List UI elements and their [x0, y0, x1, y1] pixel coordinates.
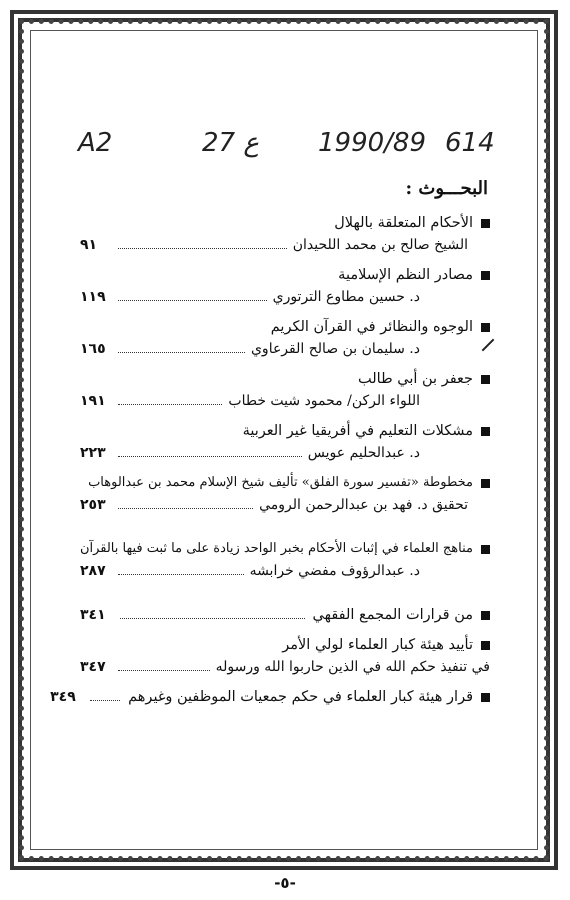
leader-dots: [120, 618, 305, 619]
entry-page: ٣٤٩: [50, 689, 76, 705]
toc-entry: [80, 368, 490, 412]
bullet-icon: [481, 375, 490, 384]
entry-author: اللواء الركن/ محمود شيت خطاب: [228, 393, 420, 409]
toc-entry: [80, 634, 490, 678]
leader-dots: [90, 700, 120, 701]
handwritten-ref: 614: [445, 128, 495, 158]
leader-dots: [118, 670, 210, 671]
leader-dots: [118, 508, 253, 509]
bullet-icon: [481, 323, 490, 332]
leader-dots: [118, 574, 244, 575]
leader-dots: [118, 248, 287, 249]
handwritten-code: A2: [78, 128, 113, 158]
toc-entry: [50, 686, 490, 708]
entry-page: ٢٢٣: [80, 445, 106, 461]
handwritten-letter: ع: [243, 128, 259, 158]
leader-dots: [118, 352, 245, 353]
handwritten-annotation: [60, 128, 510, 168]
entry-title: قرار هيئة كبار العلماء في حكم جمعيات الموظفين وغيرهم: [128, 689, 473, 705]
entry-author: الشيخ صالح بن محمد اللحيدان: [292, 237, 468, 253]
entry-page: ٩١: [80, 237, 98, 253]
entry-page: ١٦٥: [80, 341, 106, 357]
entry-page: ٢٥٣: [80, 497, 106, 513]
table-of-contents: [50, 212, 490, 716]
entry-page: ١١٩: [80, 289, 106, 305]
entry-author: د. حسين مطاوع الترتوري: [272, 289, 420, 305]
entry-page: ١٩١: [80, 393, 106, 409]
bullet-icon: [481, 611, 490, 620]
toc-entry: [80, 604, 490, 626]
bullet-icon: [481, 219, 490, 228]
handwritten-years: 1990/89: [318, 128, 427, 158]
handwritten-issue: [202, 128, 259, 158]
entry-title: الأحكام المتعلقة بالهلال: [334, 215, 473, 231]
entry-author: في تنفيذ حكم الله في الذين حاربوا الله ورسوله: [215, 659, 490, 675]
entry-page: ٣٤١: [80, 607, 106, 623]
toc-entry: [80, 538, 490, 582]
leader-dots: [118, 404, 222, 405]
entry-title: من قرارات المجمع الفقهي: [312, 607, 473, 623]
entry-title: مخطوطة «تفسير سورة الفلق» تأليف شيخ الإسلام محمد بن عبدالوهاب: [88, 475, 473, 490]
entry-author: د. عبدالرؤوف مفضي خرابشه: [249, 563, 420, 579]
toc-entry: [80, 264, 490, 308]
footer-page-number: -٥-: [274, 874, 296, 892]
entry-title: مناهج العلماء في إثبات الأحكام بخبر الواحد زيادة على ما ثبت فيها بالقرآن: [79, 541, 473, 556]
bullet-icon: [481, 641, 490, 650]
entry-page: ٢٨٧: [80, 563, 106, 579]
bullet-icon: [481, 545, 490, 554]
bullet-icon: [481, 693, 490, 702]
bullet-icon: [481, 427, 490, 436]
entry-page: ٣٤٧: [80, 659, 106, 675]
entry-author: تحقيق د. فهد بن عبدالرحمن الرومي: [259, 497, 468, 513]
handwritten-issue-number: 27: [202, 128, 236, 158]
bullet-icon: [481, 479, 490, 488]
leader-dots: [118, 456, 302, 457]
entry-author: د. سليمان بن صالح القرعاوي: [250, 341, 420, 357]
toc-entry: [80, 316, 490, 360]
entry-author: د. عبدالحليم عويس: [307, 445, 420, 461]
entry-title: مصادر النظم الإسلامية: [338, 267, 473, 283]
entry-title: الوجوه والنظائر في القرآن الكريم: [270, 319, 473, 335]
entry-title: تأييد هيئة كبار العلماء لولي الأمر: [282, 637, 473, 653]
entry-title: جعفر بن أبي طالب: [358, 371, 473, 387]
toc-entry: [80, 212, 490, 256]
toc-entry: [80, 472, 490, 516]
toc-entry: [80, 420, 490, 464]
bullet-icon: [481, 271, 490, 280]
leader-dots: [118, 300, 267, 301]
entry-title: مشكلات التعليم في أفريقيا غير العربية: [242, 423, 473, 439]
section-heading: البحـــوث :: [405, 178, 488, 199]
